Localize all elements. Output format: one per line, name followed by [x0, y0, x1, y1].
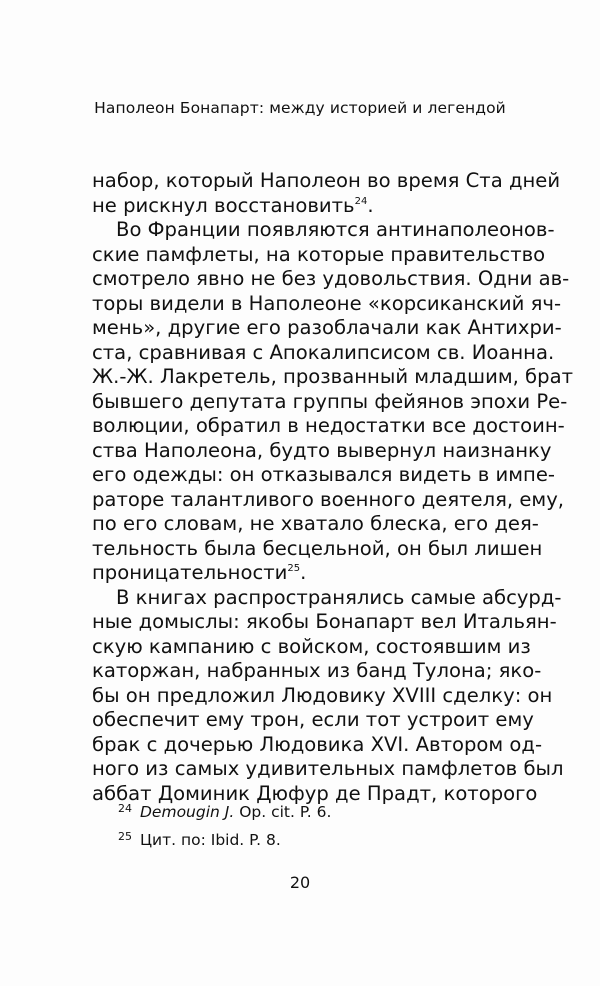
text-line: раторе талантливого военного деятеля, ему,: [92, 487, 565, 511]
text-line: В книгах распространялись самые абсурд-: [116, 585, 562, 609]
text-line: аббат Доминик Дюфур де Прадт, которого: [92, 781, 538, 805]
text-line: бывшего депутата группы фейянов эпохи Ре-: [92, 389, 568, 413]
footnote-number: 24: [118, 802, 132, 815]
text-line: каторжан, набранных из банд Тулона; яко-: [92, 659, 542, 682]
footnote-number: 25: [118, 830, 132, 843]
footnote-ref[interactable]: 24: [354, 195, 368, 207]
footnote-author: Demougin J.: [140, 803, 235, 821]
footnote-text: Op. cit. P. 6.: [234, 803, 332, 821]
text-line: ские памфлеты, на которые правительство: [92, 242, 546, 266]
text-line: по его словам, не хватало блеска, его дея-: [92, 512, 539, 535]
footnote: [118, 830, 281, 849]
page-number: 20: [289, 873, 311, 892]
footnote-ref[interactable]: 25: [287, 563, 301, 574]
text-line: бы он предложил Людовику XVIII сделку: он: [92, 683, 553, 707]
text-line: брак с дочерью Людовика XVI. Автором од-: [92, 732, 543, 756]
text-line: Во Франции появляются антинаполеонов-: [116, 218, 555, 241]
text-line: ные домыслы: якобы Бонапарт вел Итальян-: [92, 610, 557, 633]
text-line: ства Наполеона, будто вывернул наизнанку: [92, 438, 552, 462]
text-line: мень», другие его разоблачали как Антихри-: [92, 316, 562, 339]
text-line: торы видели в Наполеоне «корсиканский яч-: [92, 291, 562, 315]
text-line: смотрело явно не без удовольствия. Одни ав-: [92, 267, 570, 290]
text-line: проницательности$^{25}$.: [92, 561, 307, 584]
footnote: [118, 802, 331, 821]
text-line: обеспечит ему трон, если тот устроит ему: [92, 708, 534, 731]
text-line: ного из самых удивительных памфлетов был: [92, 757, 564, 780]
text-line: его одежды: он отказывался видеть в импе-: [92, 463, 555, 486]
footnote-text: Цит. по: Ibid. P. 8.: [140, 831, 281, 849]
text-line: волюции, обратил в недостатки все достоин-: [92, 414, 565, 437]
text-line: не рискнул восстановить$^{24}$.: [92, 193, 374, 217]
text-line: набор, который Наполеон во время Ста дней: [92, 169, 561, 192]
text-line: скую кампанию с войском, состоявшим из: [92, 634, 531, 658]
text-line: тельность была бесцельной, он был лишен: [92, 536, 543, 560]
running-header: Наполеон Бонапарт: между историей и легендой: [94, 99, 506, 117]
text-line: Ж.-Ж. Лакретель, прозванный младшим, брат: [92, 365, 573, 388]
text-line: ста, сравнивая с Апокалипсисом св. Иоанна.: [92, 340, 555, 364]
